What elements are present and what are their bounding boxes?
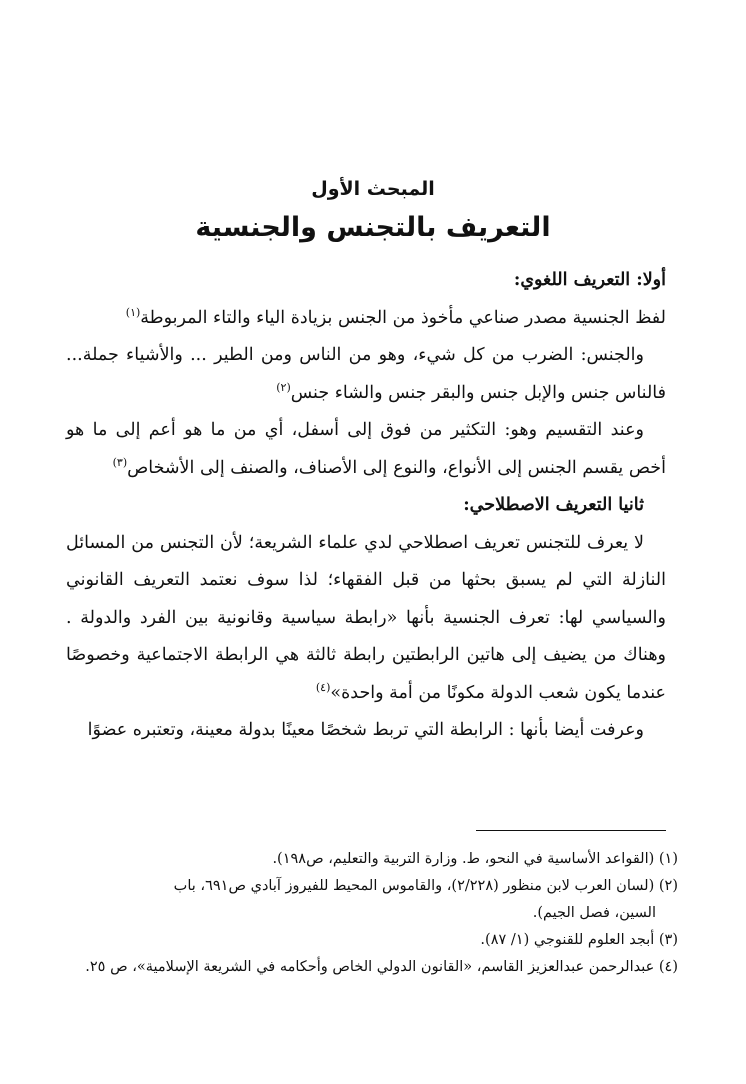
footnote-divider	[476, 830, 666, 831]
footnote-1: (١) (القواعد الأساسية في النحو، ط. وزارة التربية والتعليم، ص١٩٨).	[272, 851, 678, 867]
paragraph-1-text: لفظ الجنسية مصدر صناعي مأخوذ من الجنس بزيادة الياء والتاء المربوطة	[140, 307, 666, 328]
paragraph-4	[66, 525, 666, 713]
footnote-ref-2: (٢)	[276, 380, 291, 394]
footnote-ref-3: (٣)	[112, 455, 128, 469]
heading-linguistic-definition: أولا: التعريف اللغوي:	[513, 270, 666, 290]
paragraph-3-text: وعند التقسيم وهو: التكثير من فوق إلى أسفل، أي من ما هو أعم إلى ما هو أخص يقسم الجنس إلى الأنواع، والنوع إلى الأصناف، والصنف إلى الأشخاص	[66, 420, 666, 478]
footnote-2: (٢) (لسان العرب لابن منظور (٢/٢٢٨)، والقاموس المحيط للفيروز آبادي ص٦٩١، باب	[173, 878, 678, 894]
footnote-ref-4: (٤)	[315, 680, 331, 694]
paragraph-4-text: لا يعرف للتجنس تعريف اصطلاحي لدي علماء الشريعة؛ لأن التجنس من المسائل النازلة التي لم يسبق بحثها من قبل الفقهاء؛ لذا سوف نعتمد التعريف القانوني والسياسي لها: تعرف الجنسية بأنها «رابطة سياسية وقانونية بين الفرد والدولة . وهناك من يضيف إلى هاتين الرابطتين رابطة ثالثة هي الرابطة الاجتماعية وخصوصًا عندما يكون شعب الدولة مكونًا من أمة واحدة»	[66, 532, 666, 703]
body-text	[66, 262, 666, 750]
footnote-4: (٤) عبدالرحمن عبدالعزيز القاسم، «القانون الدولي الخاص وأحكامه في الشريعة الإسلامية»، ص ٢٥.	[85, 959, 678, 975]
section-subtitle: التعريف بالتجنس والجنسية	[195, 212, 551, 243]
paragraph-2-text: والجنس: الضرب من كل شيء، وهو من الناس ومن الطير ... والأشياء جملة... فالناس جنس والإبل جنس والبقر جنس والشاء جنس	[66, 345, 666, 403]
section-title: المبحث الأول	[311, 178, 435, 200]
footnote-3: (٣) أبجد العلوم للقنوجي (١/ ٨٧).	[480, 932, 678, 948]
paragraph-1	[66, 300, 666, 338]
footnote-ref-1: (١)	[125, 305, 141, 319]
paragraph-2	[66, 337, 666, 412]
heading-technical-definition: ثانيا التعريف الاصطلاحي:	[463, 495, 644, 515]
paragraph-3	[66, 412, 666, 487]
paragraph-5: وعرفت أيضا بأنها : الرابطة التي تربط شخصًا معينًا بدولة معينة، وتعتبره عضوًا	[87, 720, 644, 740]
footnote-2-continuation: السين، فصل الجيم).	[532, 905, 656, 921]
footnotes	[58, 846, 678, 981]
